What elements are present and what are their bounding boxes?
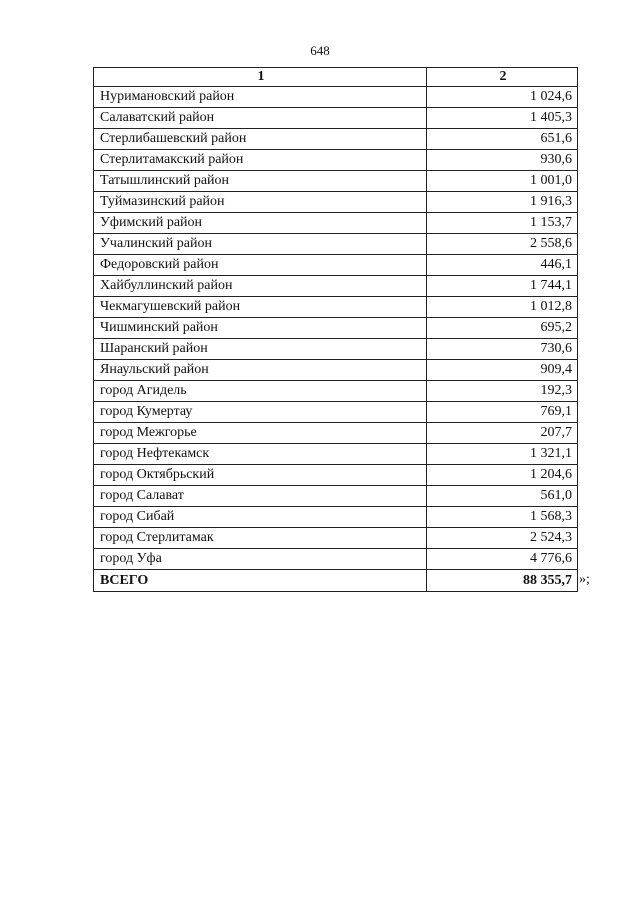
total-row	[94, 570, 578, 592]
row-value: 695,2	[427, 318, 578, 339]
table-header-row	[94, 68, 578, 87]
row-value: 2 524,3	[427, 528, 578, 549]
table-row	[94, 381, 578, 402]
total-label: ВСЕГО	[94, 570, 427, 592]
row-value: 1 001,0	[427, 171, 578, 192]
row-value: 651,6	[427, 129, 578, 150]
row-name: Чекмагушевский район	[94, 297, 427, 318]
table-row	[94, 213, 578, 234]
row-value: 930,6	[427, 150, 578, 171]
row-name: Чишминский район	[94, 318, 427, 339]
row-name: город Стерлитамак	[94, 528, 427, 549]
table-row	[94, 402, 578, 423]
table-row	[94, 192, 578, 213]
row-name: Стерлибашевский район	[94, 129, 427, 150]
total-value: 88 355,7	[427, 570, 578, 592]
column-header-1: 1	[94, 68, 427, 87]
table-row	[94, 150, 578, 171]
table-row	[94, 87, 578, 108]
row-name: Янаульский район	[94, 360, 427, 381]
row-value: 909,4	[427, 360, 578, 381]
row-name: Федоровский район	[94, 255, 427, 276]
table-row	[94, 339, 578, 360]
table-row	[94, 171, 578, 192]
row-value: 192,3	[427, 381, 578, 402]
table-row	[94, 255, 578, 276]
row-value: 1 012,8	[427, 297, 578, 318]
row-value: 1 916,3	[427, 192, 578, 213]
table-row	[94, 549, 578, 570]
table-row	[94, 507, 578, 528]
row-value: 1 024,6	[427, 87, 578, 108]
table-row	[94, 108, 578, 129]
allocation-table-container	[93, 67, 577, 592]
row-name: Учалинский район	[94, 234, 427, 255]
row-value: 1 405,3	[427, 108, 578, 129]
row-value: 1 568,3	[427, 507, 578, 528]
row-value: 207,7	[427, 423, 578, 444]
row-name: город Октябрьский	[94, 465, 427, 486]
table-row	[94, 423, 578, 444]
table-row	[94, 465, 578, 486]
row-name: город Агидель	[94, 381, 427, 402]
column-header-2: 2	[427, 68, 578, 87]
closing-quote-mark: »;	[579, 572, 590, 587]
row-name: Шаранский район	[94, 339, 427, 360]
row-name: Салаватский район	[94, 108, 427, 129]
row-name: город Кумертау	[94, 402, 427, 423]
row-value: 730,6	[427, 339, 578, 360]
row-name: город Сибай	[94, 507, 427, 528]
row-name: Хайбуллинский район	[94, 276, 427, 297]
row-value: 769,1	[427, 402, 578, 423]
row-name: Татышлинский район	[94, 171, 427, 192]
table-row	[94, 486, 578, 507]
allocation-table	[93, 67, 578, 592]
row-value: 4 776,6	[427, 549, 578, 570]
table-row	[94, 444, 578, 465]
row-name: Нуримановский район	[94, 87, 427, 108]
table-row	[94, 360, 578, 381]
row-name: Уфимский район	[94, 213, 427, 234]
row-value: 1 744,1	[427, 276, 578, 297]
row-name: город Салават	[94, 486, 427, 507]
table-row	[94, 276, 578, 297]
page-number: 648	[310, 43, 330, 58]
row-value: 446,1	[427, 255, 578, 276]
table-row	[94, 297, 578, 318]
row-name: Туймазинский район	[94, 192, 427, 213]
table-row	[94, 234, 578, 255]
row-name: Стерлитамакский район	[94, 150, 427, 171]
row-value: 2 558,6	[427, 234, 578, 255]
row-value: 1 204,6	[427, 465, 578, 486]
row-name: город Нефтекамск	[94, 444, 427, 465]
table-row	[94, 318, 578, 339]
row-name: город Уфа	[94, 549, 427, 570]
table-row	[94, 129, 578, 150]
row-value: 1 321,1	[427, 444, 578, 465]
table-row	[94, 528, 578, 549]
row-value: 1 153,7	[427, 213, 578, 234]
row-value: 561,0	[427, 486, 578, 507]
row-name: город Межгорье	[94, 423, 427, 444]
